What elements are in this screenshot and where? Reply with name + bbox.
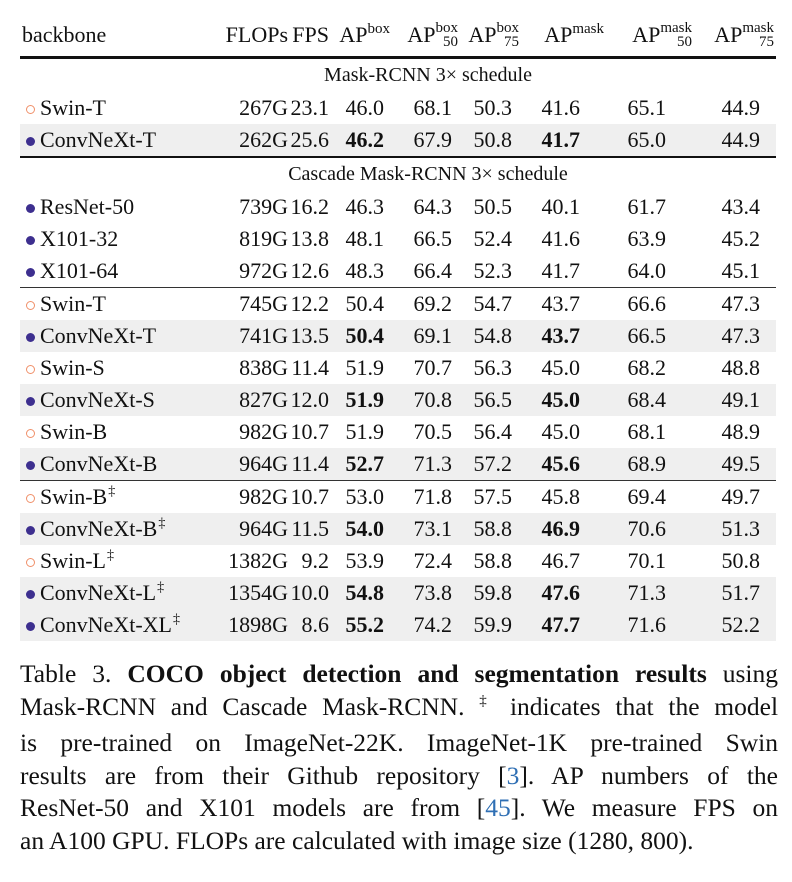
fps-cell: 11.4 (291, 355, 329, 380)
header-mask-sup: mask (742, 20, 774, 36)
flops-cell: 745G (239, 291, 288, 316)
header-50-sub: 50 (677, 34, 692, 50)
ap-mask-cell: 45.0 (541, 419, 580, 444)
caption-text: ResNet-50 and X101 models are from [ (20, 793, 486, 822)
caption-line-2 (20, 691, 778, 728)
flops-cell: 972G (239, 258, 288, 283)
table-body (20, 59, 776, 641)
ap-mask-cell: 41.6 (541, 226, 580, 251)
ap-mask-75-cell: 49.1 (721, 387, 760, 412)
hollow-circle-icon (26, 558, 35, 567)
caption-line-4 (20, 760, 778, 793)
ap-mask-75-cell: 52.2 (721, 612, 760, 637)
ap-mask-50-cell: 65.0 (627, 127, 666, 152)
ap-mask-cell: 43.7 (541, 323, 580, 348)
header-ap-box-50 (407, 20, 458, 50)
backbone-cell (26, 191, 134, 223)
ap-box-75-cell: 56.3 (473, 355, 512, 380)
header-backbone: backbone (22, 22, 107, 47)
backbone-name: Swin-B (40, 484, 108, 509)
ap-mask-75-cell: 45.2 (721, 226, 760, 251)
results-table (20, 10, 776, 641)
ap-mask-50-cell: 70.1 (627, 548, 666, 573)
fps-cell: 10.0 (290, 580, 329, 605)
ap-box-75-cell: 52.3 (473, 258, 512, 283)
ap-mask-50-cell: 68.2 (627, 355, 666, 380)
ap-mask-75-cell: 51.3 (721, 516, 760, 541)
backbone-cell (26, 481, 115, 517)
backbone-cell (26, 255, 118, 287)
backbone-cell (26, 609, 180, 645)
ap-mask-cell: 45.0 (541, 387, 580, 412)
ap-box-50-cell: 72.4 (413, 548, 452, 573)
filled-circle-icon (26, 526, 35, 535)
ap-box-75-cell: 58.8 (473, 516, 512, 541)
ap-mask-cell: 41.7 (541, 258, 580, 283)
flops-cell: 982G (239, 484, 288, 509)
hollow-circle-icon (26, 429, 35, 438)
flops-cell: 982G (239, 419, 288, 444)
table-row (20, 481, 776, 513)
ap-box-50-cell: 70.5 (413, 419, 452, 444)
flops-cell: 827G (239, 387, 288, 412)
hollow-circle-icon (26, 365, 35, 374)
ap-mask-cell: 43.7 (541, 291, 580, 316)
filled-circle-icon (26, 622, 35, 631)
backbone-name: Swin-S (40, 355, 105, 380)
backbone-name: ConvNeXt-T (40, 127, 157, 152)
ap-mask-75-cell: 50.8 (721, 548, 760, 573)
ap-box-cell: 55.2 (345, 612, 384, 637)
fps-cell: 13.5 (290, 323, 329, 348)
table-row (20, 124, 776, 156)
ap-mask-75-cell: 47.3 (721, 291, 760, 316)
ap-box-cell: 48.3 (345, 258, 384, 283)
filled-circle-icon (26, 333, 35, 342)
header-ap-text: AP (468, 22, 497, 47)
ap-box-75-cell: 57.2 (473, 451, 512, 476)
ap-mask-75-cell: 44.9 (721, 95, 760, 120)
ap-mask-75-cell: 45.1 (721, 258, 760, 283)
ap-mask-cell: 47.7 (541, 612, 580, 637)
table-row (20, 577, 776, 609)
ap-mask-50-cell: 65.1 (627, 95, 666, 120)
backbone-name: Swin-B (40, 419, 108, 444)
backbone-cell (26, 124, 156, 156)
ap-mask-75-cell: 48.8 (721, 355, 760, 380)
flops-cell: 819G (239, 226, 288, 251)
ap-box-cell: 46.0 (345, 95, 384, 120)
ap-mask-75-cell: 49.5 (721, 451, 760, 476)
header-75-sub: 75 (759, 34, 774, 50)
citation-link[interactable]: 45 (485, 793, 511, 822)
ap-mask-75-cell: 48.9 (721, 419, 760, 444)
flops-cell: 267G (239, 95, 288, 120)
ap-mask-50-cell: 66.5 (627, 323, 666, 348)
ap-mask-50-cell: 70.6 (627, 516, 666, 541)
dagger-symbol: ‡ (108, 484, 116, 499)
ap-mask-50-cell: 68.1 (627, 419, 666, 444)
flops-cell: 1382G (228, 548, 288, 573)
ap-box-cell: 48.1 (345, 226, 384, 251)
ap-box-50-cell: 68.1 (413, 95, 452, 120)
header-mask-sup: mask (660, 20, 692, 36)
ap-mask-cell: 41.7 (541, 127, 580, 152)
ap-box-50-cell: 69.2 (413, 291, 452, 316)
ap-box-50-cell: 73.1 (413, 516, 452, 541)
backbone-name: ConvNeXt-B (40, 516, 158, 541)
ap-mask-cell: 45.8 (541, 484, 580, 509)
caption-text: using (722, 659, 778, 688)
flops-cell: 262G (239, 127, 288, 152)
section-title: Cascade Mask-RCNN 3× schedule (288, 163, 568, 185)
backbone-cell (26, 416, 107, 448)
dagger-symbol: ‡ (107, 548, 114, 563)
dagger-symbol: ‡ (479, 692, 496, 709)
ap-mask-cell: 45.6 (541, 451, 580, 476)
header-fps: FPS (292, 22, 329, 47)
backbone-name: ConvNeXt-S (40, 387, 155, 412)
flops-cell: 1898G (228, 612, 288, 637)
table-row (20, 384, 776, 416)
header-50-sub: 50 (443, 34, 458, 50)
caption-text: indicates that the model (509, 691, 779, 721)
backbone-cell (26, 320, 156, 352)
backbone-cell (26, 92, 106, 124)
ap-box-75-cell: 59.9 (473, 612, 512, 637)
ap-mask-cell: 47.6 (541, 580, 580, 605)
caption-title: COCO object detection and segmentation results (127, 659, 707, 688)
caption-line-1 (20, 658, 778, 691)
flops-cell: 964G (239, 451, 288, 476)
table-header (20, 10, 776, 56)
fps-cell: 16.2 (290, 194, 329, 219)
flops-cell: 741G (239, 323, 288, 348)
ap-box-50-cell: 69.1 (413, 323, 452, 348)
filled-circle-icon (26, 461, 35, 470)
fps-cell: 12.0 (290, 387, 329, 412)
ap-box-cell: 52.7 (345, 451, 384, 476)
caption-text: is pre-trained on ImageNet-22K. ImageNet-1K pre-trained Swin (20, 728, 778, 757)
table-row (20, 513, 776, 545)
section-title: Mask-RCNN 3× schedule (324, 64, 532, 86)
filled-circle-icon (26, 268, 35, 277)
ap-box-75-cell: 56.5 (473, 387, 512, 412)
backbone-cell (26, 448, 157, 480)
backbone-cell (26, 288, 106, 320)
ap-box-75-cell: 54.8 (473, 323, 512, 348)
ap-box-50-cell: 73.8 (413, 580, 452, 605)
ap-box-50-cell: 74.2 (413, 612, 452, 637)
ap-mask-50-cell: 69.4 (627, 484, 666, 509)
fps-cell: 10.7 (290, 484, 329, 509)
filled-circle-icon (26, 236, 35, 245)
backbone-name: ConvNeXt-L (40, 580, 157, 605)
header-ap-text: AP (632, 22, 661, 47)
ap-box-75-cell: 58.8 (473, 548, 512, 573)
backbone-name: Swin-T (40, 95, 106, 120)
dagger-symbol: ‡ (157, 580, 165, 595)
header-ap-text: AP (339, 22, 368, 47)
dagger-symbol: ‡ (172, 612, 180, 627)
backbone-cell (26, 545, 114, 581)
ap-box-75-cell: 57.5 (473, 484, 512, 509)
backbone-cell (26, 577, 164, 613)
flops-cell: 964G (239, 516, 288, 541)
backbone-name: ResNet-50 (40, 194, 135, 219)
ap-box-cell: 51.9 (345, 387, 384, 412)
caption-text: Mask-RCNN and Cascade Mask-RCNN. (20, 691, 465, 721)
ap-box-75-cell: 52.4 (473, 226, 512, 251)
header-box-sup: box (496, 20, 519, 36)
fps-cell: 11.4 (291, 451, 329, 476)
header-box-sup: box (435, 20, 458, 36)
ap-mask-cell: 40.1 (541, 194, 580, 219)
header-box-sup: box (367, 21, 390, 37)
header-ap-box (339, 20, 390, 53)
ap-mask-50-cell: 61.7 (627, 194, 666, 219)
ap-mask-75-cell: 44.9 (721, 127, 760, 152)
backbone-name: ConvNeXt-T (40, 323, 157, 348)
ap-mask-50-cell: 71.3 (627, 580, 666, 605)
ap-mask-75-cell: 49.7 (721, 484, 760, 509)
ap-mask-50-cell: 68.9 (627, 451, 666, 476)
table-row (20, 609, 776, 641)
header-ap-text: AP (407, 22, 436, 47)
ap-box-75-cell: 56.4 (473, 419, 512, 444)
ap-mask-75-cell: 47.3 (721, 323, 760, 348)
fps-cell: 13.8 (290, 226, 329, 251)
hollow-circle-icon (26, 105, 35, 114)
fps-cell: 11.5 (291, 516, 329, 541)
ap-box-75-cell: 50.8 (473, 127, 512, 152)
ap-box-50-cell: 71.8 (413, 484, 452, 509)
caption-text: ]. AP numbers of the (519, 760, 778, 790)
table-caption (20, 658, 778, 857)
ap-box-50-cell: 71.3 (413, 451, 452, 476)
header-ap-box-75 (468, 20, 519, 50)
fps-cell: 12.6 (290, 258, 329, 283)
ap-mask-50-cell: 64.0 (627, 258, 666, 283)
ap-mask-cell: 41.6 (541, 95, 580, 120)
ap-mask-cell: 46.7 (541, 548, 580, 573)
ap-mask-50-cell: 63.9 (627, 226, 666, 251)
ap-mask-50-cell: 68.4 (627, 387, 666, 412)
ap-box-50-cell: 70.7 (413, 355, 452, 380)
table-row (20, 320, 776, 352)
caption-label: Table 3. (20, 659, 112, 688)
table-row (20, 416, 776, 448)
fps-cell: 8.6 (301, 612, 329, 637)
ap-mask-cell: 45.0 (541, 355, 580, 380)
fps-cell: 9.2 (301, 548, 329, 573)
caption-text: results are from their Github repository [ (20, 760, 507, 790)
table-row (20, 288, 776, 320)
table-row (20, 448, 776, 480)
filled-circle-icon (26, 590, 35, 599)
backbone-name: Swin-T (40, 291, 106, 316)
ap-box-75-cell: 50.3 (473, 95, 512, 120)
ap-box-cell: 53.0 (345, 484, 384, 509)
flops-cell: 739G (239, 194, 288, 219)
ap-box-75-cell: 54.7 (473, 291, 512, 316)
ap-box-50-cell: 64.3 (413, 194, 452, 219)
header-ap-mask-50 (632, 20, 692, 50)
filled-circle-icon (26, 204, 35, 213)
table-row (20, 92, 776, 124)
ap-box-cell: 51.9 (345, 419, 384, 444)
fps-cell: 10.7 (290, 419, 329, 444)
caption-line-3 (20, 727, 778, 760)
header-ap-text: AP (544, 22, 573, 47)
ap-box-cell: 54.0 (345, 516, 384, 541)
ap-mask-50-cell: 66.6 (627, 291, 666, 316)
ap-box-75-cell: 59.8 (473, 580, 512, 605)
fps-cell: 25.6 (290, 127, 329, 152)
ap-box-50-cell: 70.8 (413, 387, 452, 412)
ap-mask-50-cell: 71.6 (627, 612, 666, 637)
ap-mask-cell: 46.9 (541, 516, 580, 541)
backbone-name: ConvNeXt-XL (40, 612, 172, 637)
citation-link[interactable]: 3 (506, 760, 520, 790)
table-row (20, 545, 776, 577)
ap-box-cell: 54.8 (345, 580, 384, 605)
backbone-name: Swin-L (40, 548, 106, 573)
header-mask-sup: mask (572, 21, 604, 37)
flops-cell: 1354G (228, 580, 288, 605)
caption-line-6 (20, 825, 778, 858)
hollow-circle-icon (26, 494, 35, 503)
header-ap-mask (544, 20, 604, 53)
ap-box-cell: 46.3 (345, 194, 384, 219)
header-flops: FLOPs (225, 22, 288, 47)
table-row (20, 255, 776, 287)
ap-box-cell: 51.9 (345, 355, 384, 380)
table-row (20, 223, 776, 255)
header-ap-mask-75 (714, 20, 774, 50)
flops-cell: 838G (239, 355, 288, 380)
ap-box-50-cell: 66.5 (413, 226, 452, 251)
filled-circle-icon (26, 397, 35, 406)
ap-box-cell: 53.9 (345, 548, 384, 573)
backbone-name: ConvNeXt-B (40, 451, 158, 476)
caption-line-5 (20, 792, 778, 825)
filled-circle-icon (26, 137, 35, 146)
caption-text: ]. We measure FPS on (510, 793, 778, 822)
backbone-cell (26, 384, 155, 416)
ap-box-cell: 46.2 (345, 127, 384, 152)
backbone-name: X101-32 (40, 226, 119, 251)
ap-mask-75-cell: 51.7 (721, 580, 760, 605)
ap-box-cell: 50.4 (345, 323, 384, 348)
backbone-cell (26, 223, 118, 255)
backbone-cell (26, 513, 165, 549)
ap-box-cell: 50.4 (345, 291, 384, 316)
caption-text: an A100 GPU. FLOPs are calculated with image size (1280, 800). (20, 825, 694, 855)
ap-mask-75-cell: 43.4 (721, 194, 760, 219)
fps-cell: 23.1 (290, 95, 329, 120)
backbone-name: X101-64 (40, 258, 119, 283)
ap-box-50-cell: 66.4 (413, 258, 452, 283)
backbone-cell (26, 352, 105, 384)
fps-cell: 12.2 (290, 291, 329, 316)
header-ap-text: AP (714, 22, 743, 47)
ap-box-50-cell: 67.9 (413, 127, 452, 152)
dagger-symbol: ‡ (158, 516, 166, 531)
header-75-sub: 75 (504, 34, 519, 50)
table-row (20, 191, 776, 223)
hollow-circle-icon (26, 301, 35, 310)
ap-box-75-cell: 50.5 (473, 194, 512, 219)
table-row (20, 352, 776, 384)
